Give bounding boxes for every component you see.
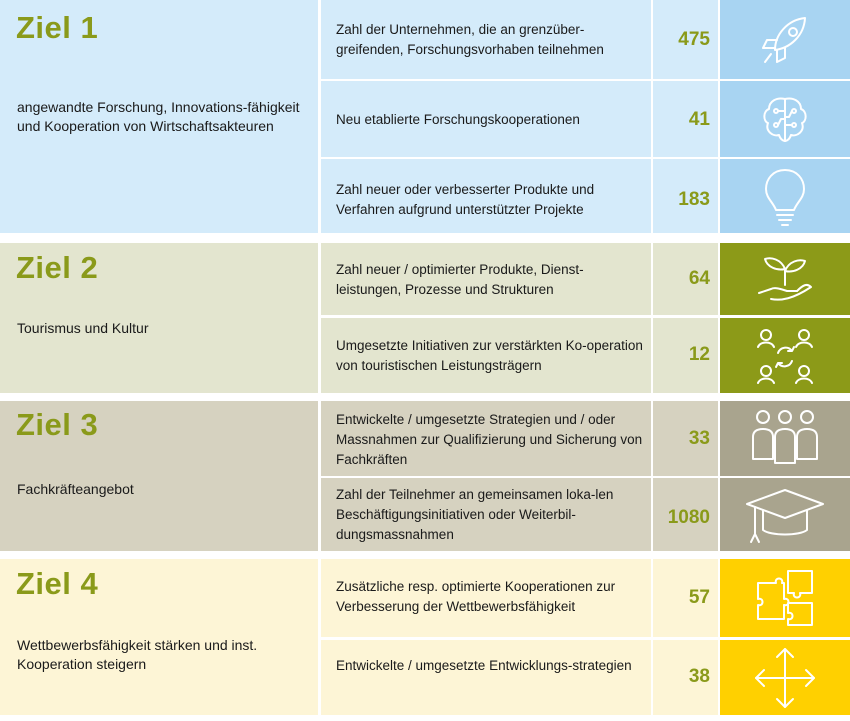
hand-plant-icon [720, 243, 850, 315]
goal-1-description [17, 98, 307, 136]
indicator-row-4-2 [321, 640, 651, 715]
indicator-3-1-text: Entwickelte / umgesetzte Strategien und / oder Massnahmen zur Qualifizierung und Sicherung von Fachkräften [336, 412, 643, 467]
lightbulb-icon [720, 159, 850, 233]
goal-2-description-text: Tourismus und Kultur [17, 320, 149, 336]
indicator-3-2-text: Zahl der Teilnehmer an gemeinsamen loka-len Beschäftigungsinitiativen oder Weiterbil-dungsmassnahmen [336, 487, 614, 542]
indicator-4-1-text: Zusätzliche resp. optimierte Kooperationen zur Verbesserung der Wettbewerbsfähigkeit [336, 579, 616, 614]
goal-4-title: Ziel 4 [16, 566, 99, 601]
indicator-1-1-value: 475 [678, 29, 710, 50]
rocket-icon [720, 0, 850, 79]
indicator-3-1-value: 33 [688, 428, 710, 449]
puzzle-icon [720, 559, 850, 637]
goal-1-description-text: angewandte Forschung, Innovations-fähigkeit und Kooperation von Wirtschaftsakteuren [17, 99, 300, 134]
arrows-expand-icon [720, 640, 850, 715]
goal-4-description-text: Wettbewerbsfähigkeit stärken und inst. Kooperation steigern [17, 637, 258, 672]
goal-3-title: Ziel 3 [16, 407, 99, 442]
indicator-4-2-value: 38 [688, 666, 710, 687]
indicator-1-3-text: Zahl neuer oder verbesserter Produkte und Verfahren aufgrund unterstützter Projekte [336, 182, 595, 217]
goal-3-description-text: Fachkräfteangebot [17, 481, 134, 497]
indicator-1-2-text: Neu etablierte Forschungskooperationen [336, 112, 580, 127]
goal-2-title: Ziel 2 [16, 250, 99, 285]
indicator-2-2-value: 12 [688, 344, 710, 365]
people-cycle-icon [720, 318, 850, 393]
indicator-3-2-value: 1080 [667, 507, 710, 528]
indicator-2-2-text: Umgesetzte Initiativen zur verstärkten Ko-operation von touristischen Leistungsträgern [336, 338, 643, 373]
indicator-1-3-value: 183 [678, 189, 710, 210]
indicator-2-1-value: 64 [688, 268, 710, 289]
graduation-cap-icon [720, 478, 850, 551]
goal-1-title: Ziel 1 [16, 10, 99, 45]
brain-circuit-icon [720, 81, 850, 157]
indicator-1-1-text: Zahl der Unternehmen, die an grenzüber-greifenden, Forschungsvorhaben teilnehmen [336, 22, 604, 57]
indicator-2-1-text: Zahl neuer / optimierter Produkte, Dienst-leistungen, Prozesse und Strukturen [336, 262, 584, 297]
goal-2-description [17, 319, 307, 338]
indicator-1-2-value: 41 [688, 109, 710, 130]
indicator-4-1-value: 57 [688, 587, 710, 608]
goal-3-description [17, 480, 307, 499]
indicator-4-2-text: Entwickelte / umgesetzte Entwicklungs-strategien [336, 658, 632, 673]
group-icon [720, 401, 850, 476]
goal-4-description [17, 636, 307, 674]
